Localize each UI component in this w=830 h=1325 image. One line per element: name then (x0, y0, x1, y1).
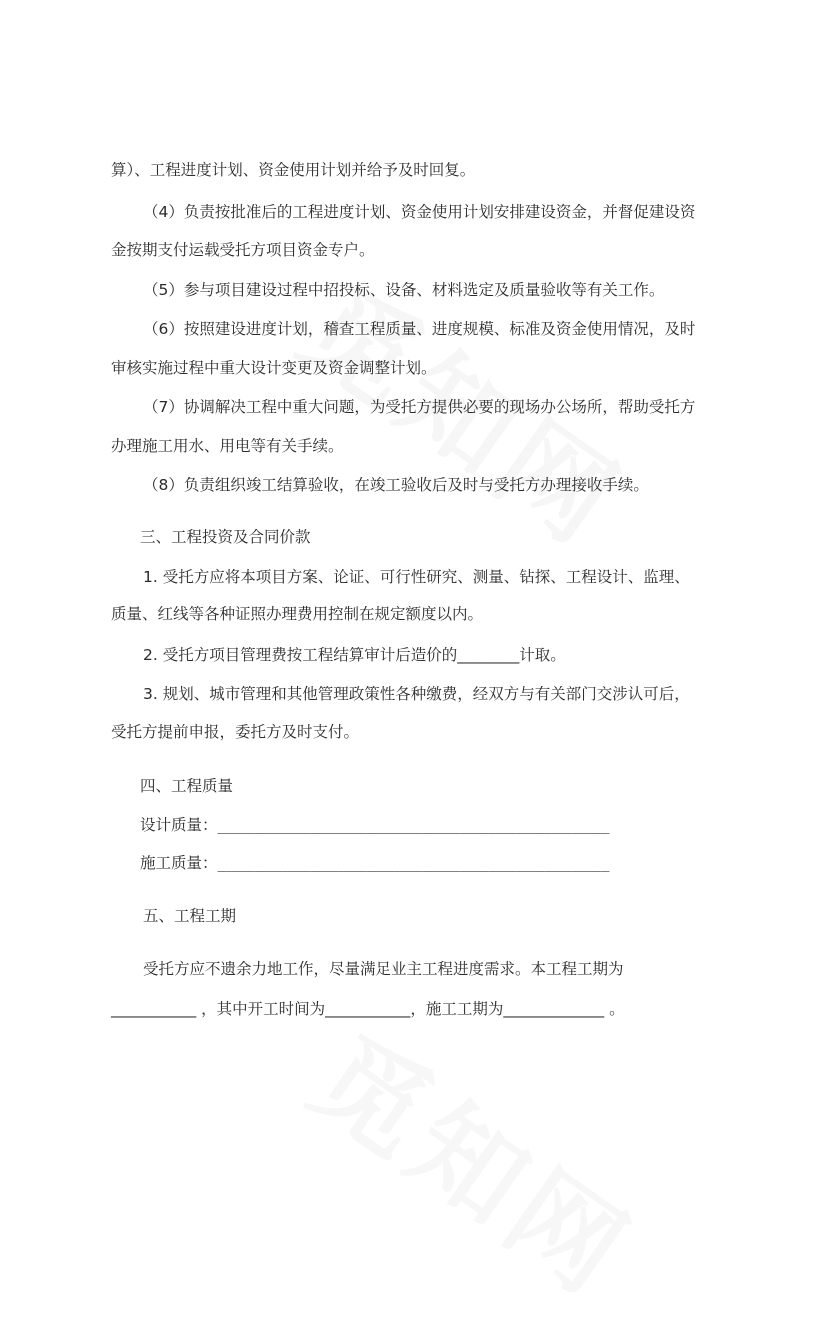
item8: （8）负责组织竣工结算验收，在竣工验收后及时与受托方办理接收手续。 (143, 476, 649, 494)
item4-line1: （4）负责按批准后的工程进度计划、资金使用计划安排建设资金，并督促建设资 (143, 203, 696, 221)
design-quality-label: 设计质量： (140, 816, 218, 834)
construction-quality-blank: __________________________________________ (217, 854, 610, 872)
section3-p3-line1: 3. 规划、城市管理和其他管理政策性各种缴费，经双方与有关部门交涉认可后， (143, 685, 690, 703)
item6-line1: （6）按照建设进度计划，稽查工程质量、进度规模、标准及资金使用情况，及时 (143, 320, 696, 338)
item7-line1: （7）协调解决工程中重大问题，为受托方提供必要的现场办公场所，帮助受托方 (143, 398, 696, 416)
item6-line2: 审核实施过程中重大设计变更及资金调整计划。 (111, 359, 437, 377)
section3-heading: 三、工程投资及合同价款 (140, 528, 311, 546)
construction-quality-row (140, 853, 609, 873)
design-quality-blank: __________________________________________ (217, 816, 610, 834)
design-quality-row (140, 815, 609, 835)
item5: （5）参与项目建设过程中招投标、设备、材料选定及质量验收等有关工作。 (143, 281, 665, 299)
section3-p2: 2. 受托方项目管理费按工程结算审计后造价的________计取。 (143, 646, 566, 664)
item4-line2: 金按期支付运载受托方项目资金专户。 (111, 241, 375, 259)
section3-p3-line2: 受托方提前申报，委托方及时支付。 (111, 723, 360, 741)
watermark-bottom (287, 993, 668, 1325)
section2-line0: 算）、工程进度计划、资金使用计划并给予及时回复。 (111, 161, 476, 179)
section3-p1-line2: 质量、红线等各种证照办理费用控制在规定额度以内。 (111, 605, 484, 623)
section4-heading: 四、工程质量 (140, 777, 234, 795)
section3-p1-line1: 1. 受托方应将本项目方案、论证、可行性研究、测量、钻探、工程设计、监理、 (143, 568, 690, 586)
item7-line2: 办理施工用水、用电等有关手续。 (111, 437, 344, 455)
construction-quality-label: 施工质量： (140, 854, 218, 872)
section5-line2: ___________ ，其中开工时间为___________，施工工期为_____________ 。 (111, 1000, 625, 1018)
section5-line1: 受托方应不遗余力地工作，尽量满足业主工程进度需求。本工程工期为 (143, 960, 624, 978)
section5-heading: 五、工程工期 (143, 907, 237, 925)
